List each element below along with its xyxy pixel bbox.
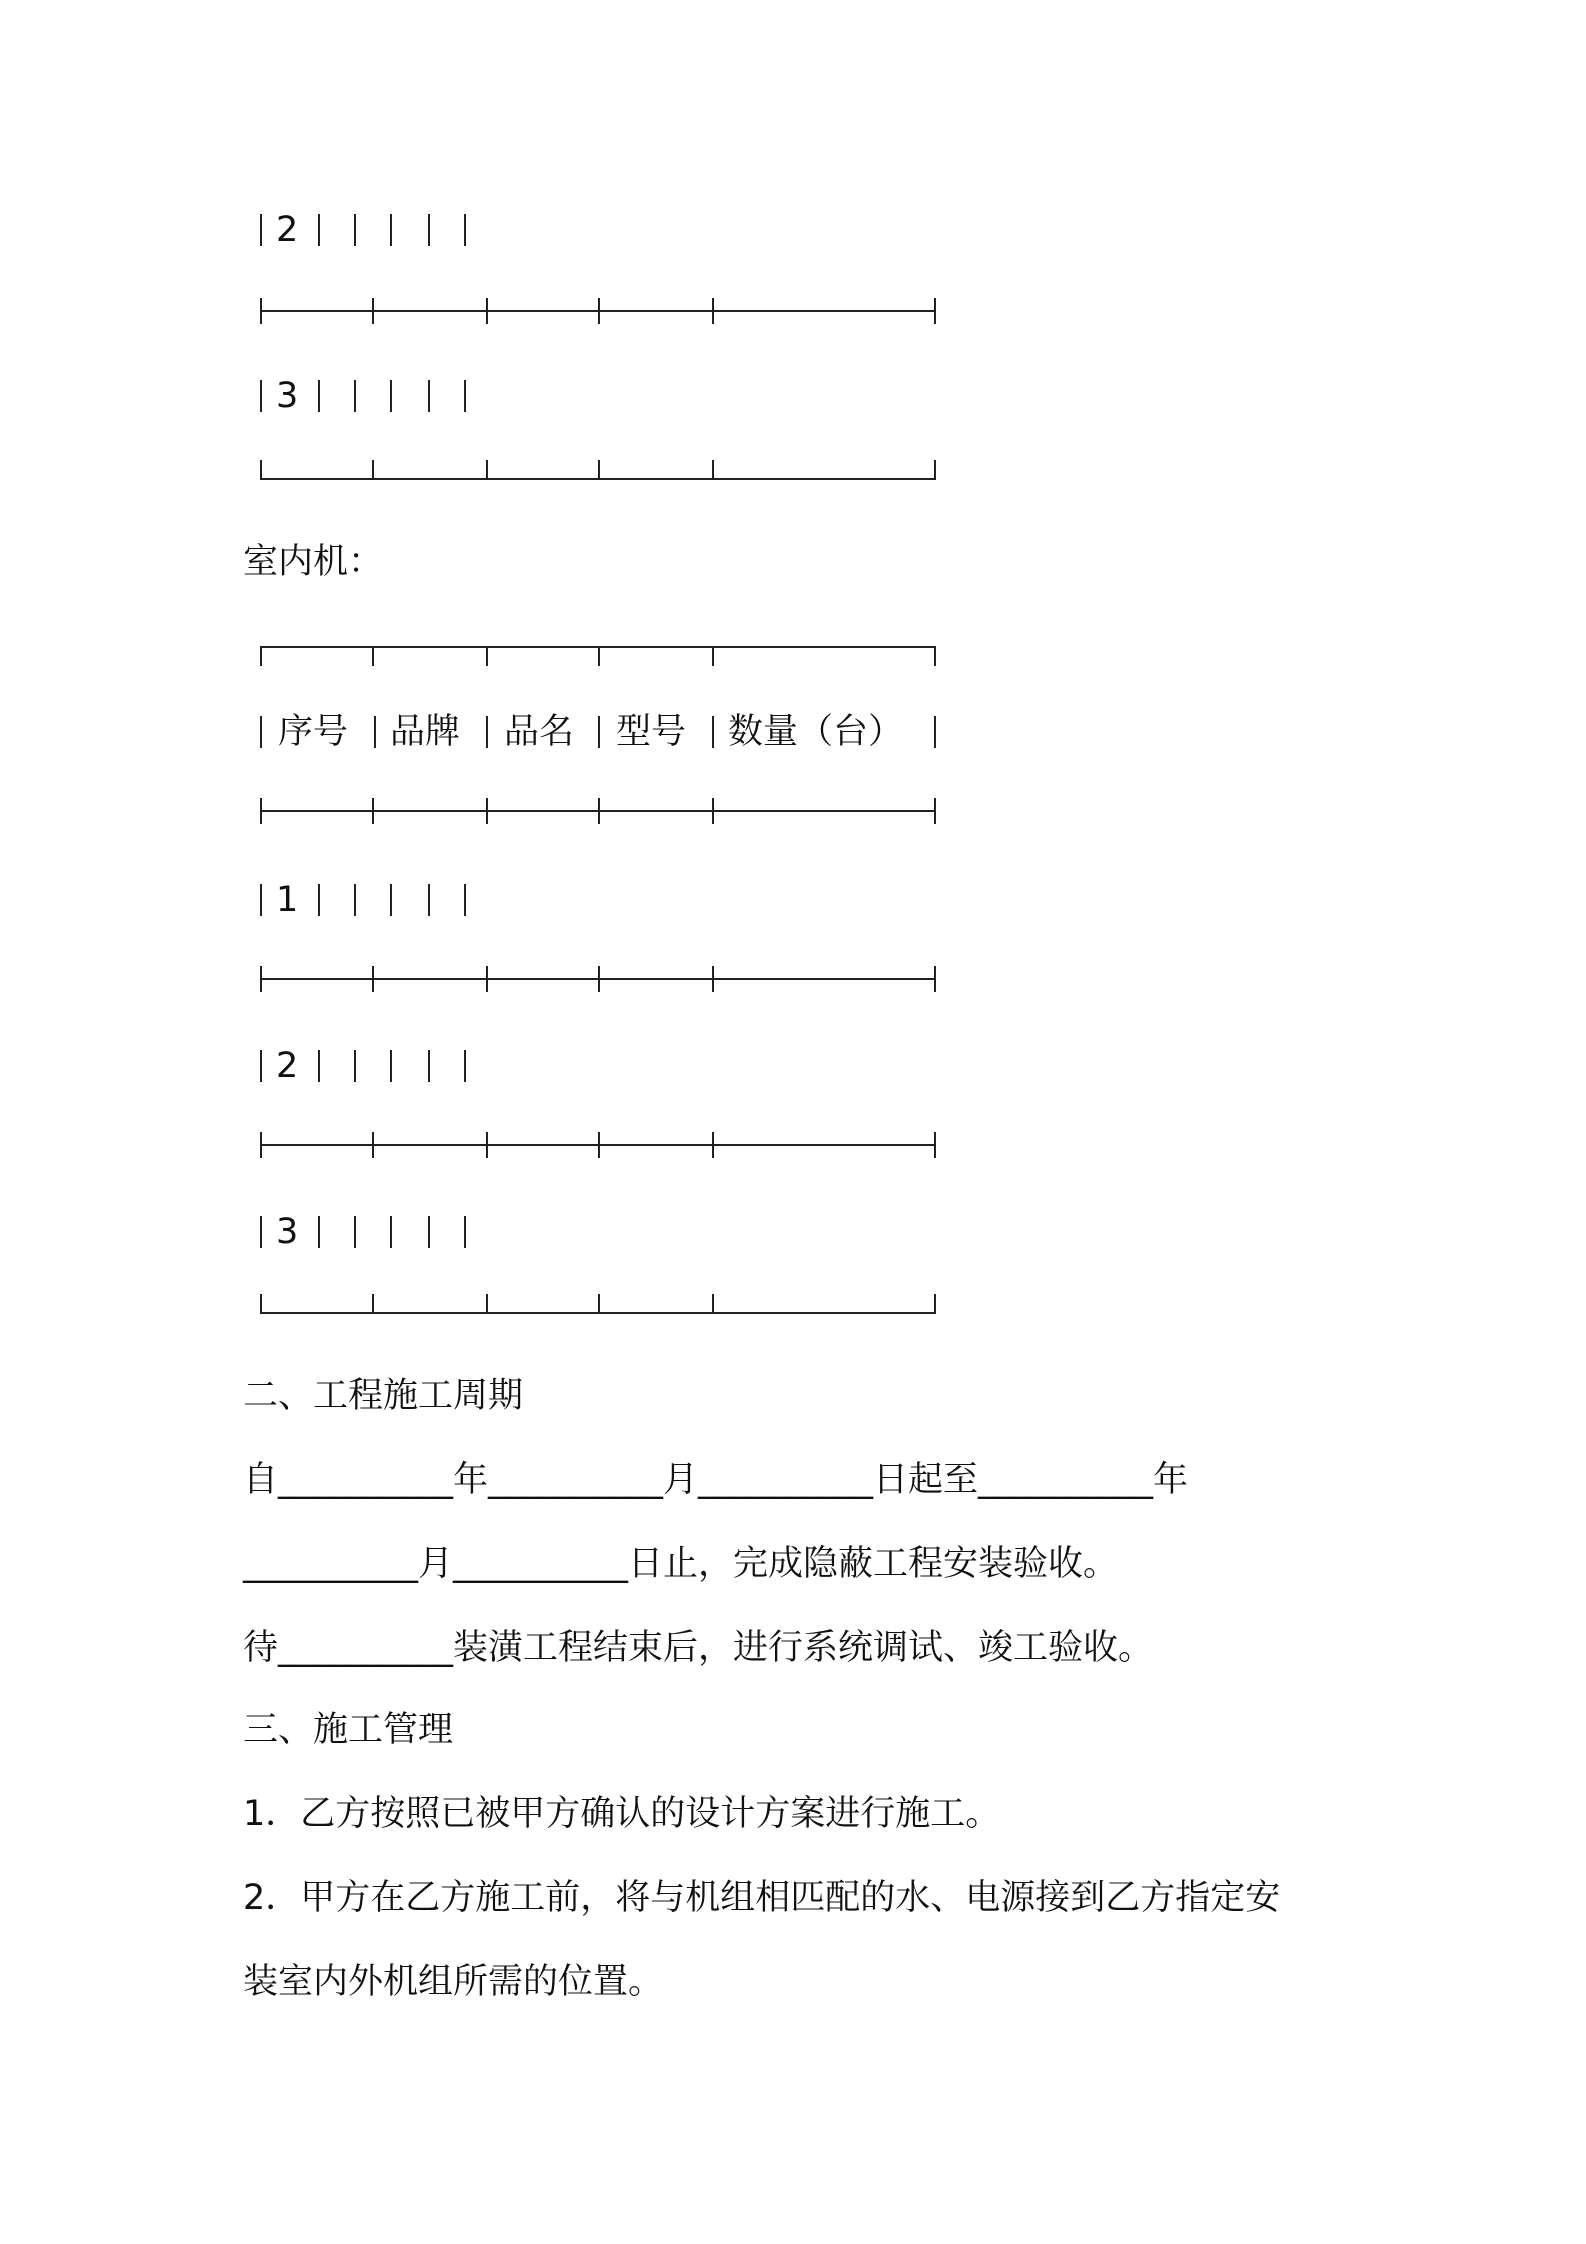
cell-divider <box>260 214 262 246</box>
paragraph: 待__________装潢工程结束后，进行系统调试、竣工验收。 <box>243 1628 1154 1668</box>
cell-divider <box>428 380 430 412</box>
header-cell: 数量（台） <box>728 712 904 752</box>
cell-divider <box>390 1050 392 1082</box>
header-cell: 品牌 <box>390 712 461 752</box>
cell-divider <box>354 884 356 916</box>
paragraph: 装室内外机组所需的位置。 <box>243 1962 664 2002</box>
cell-divider <box>260 1050 262 1082</box>
cell-divider <box>318 214 320 246</box>
cell-divider <box>428 1050 430 1082</box>
paragraph: 自__________年__________月__________日起至__________年 <box>243 1460 1189 1500</box>
row-number: 3 <box>276 1212 299 1252</box>
cell-divider <box>354 1050 356 1082</box>
cell-divider <box>464 214 466 246</box>
cell-divider <box>934 716 936 748</box>
cell-divider <box>318 1050 320 1082</box>
cell-divider <box>354 380 356 412</box>
cell-divider <box>260 716 262 748</box>
cell-divider <box>464 884 466 916</box>
cell-divider <box>374 716 376 748</box>
cell-divider <box>318 1216 320 1248</box>
cell-divider <box>318 380 320 412</box>
cell-divider <box>428 884 430 916</box>
cell-divider <box>428 214 430 246</box>
row-number: 3 <box>276 376 299 416</box>
table-rule-middle <box>260 1132 936 1158</box>
cell-divider <box>260 884 262 916</box>
cell-divider <box>486 716 488 748</box>
table-rule-middle <box>260 966 936 992</box>
table-rule-bottom <box>260 458 936 484</box>
cell-divider <box>598 716 600 748</box>
section-heading: 三、施工管理 <box>243 1710 454 1750</box>
cell-divider <box>712 716 714 748</box>
indoor-unit-label: 室内机： <box>243 542 384 582</box>
section-heading: 二、工程施工周期 <box>243 1376 524 1416</box>
cell-divider <box>354 214 356 246</box>
row-number: 2 <box>276 1046 299 1086</box>
cell-divider <box>390 1216 392 1248</box>
table-rule-bottom <box>260 1292 936 1318</box>
cell-divider <box>390 214 392 246</box>
cell-divider <box>260 380 262 412</box>
cell-divider <box>464 1216 466 1248</box>
table-rule-middle <box>260 298 936 324</box>
paragraph: 1．乙方按照已被甲方确认的设计方案进行施工。 <box>243 1794 1001 1834</box>
header-cell: 品名 <box>504 712 575 752</box>
table-rule-middle <box>260 798 936 824</box>
cell-divider <box>390 884 392 916</box>
paragraph: __________月__________日止，完成隐蔽工程安装验收。 <box>243 1544 1119 1584</box>
cell-divider <box>464 380 466 412</box>
header-cell: 型号 <box>616 712 687 752</box>
cell-divider <box>354 1216 356 1248</box>
table-rule-top <box>260 644 936 670</box>
row-number: 1 <box>276 880 299 920</box>
cell-divider <box>260 1216 262 1248</box>
cell-divider <box>428 1216 430 1248</box>
cell-divider <box>318 884 320 916</box>
header-cell: 序号 <box>278 712 349 752</box>
row-number: 2 <box>276 210 299 250</box>
paragraph: 2．甲方在乙方施工前，将与机组相匹配的水、电源接到乙方指定安 <box>243 1878 1281 1918</box>
cell-divider <box>390 380 392 412</box>
cell-divider <box>464 1050 466 1082</box>
